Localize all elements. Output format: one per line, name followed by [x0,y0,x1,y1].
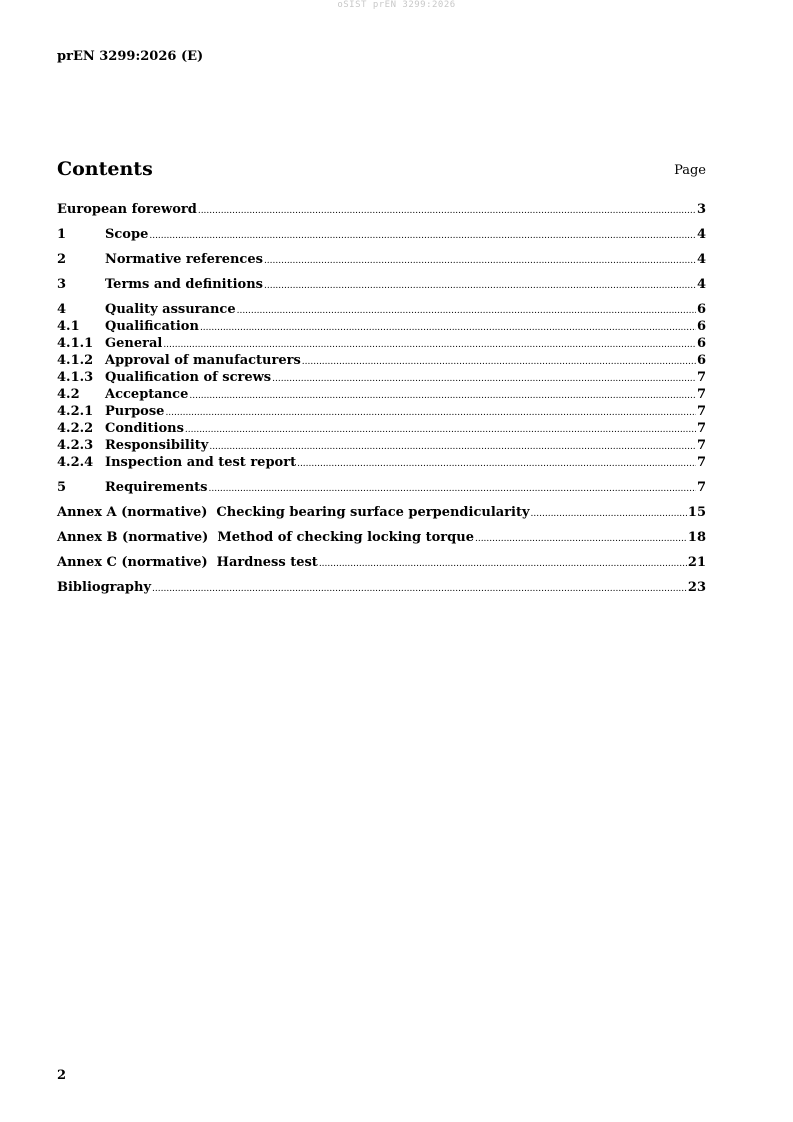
toc-entry[interactable] [57,554,706,571]
toc-entry-page: 7 [696,455,706,470]
toc-entry-title: Approval of manufacturers [105,353,301,368]
toc-entry-number: 4.2 [57,387,80,402]
toc-entry-page: 23 [687,580,706,595]
toc-entry-number: 4.1.3 [57,370,94,385]
toc-leader-dots [272,371,696,388]
toc-entry-page: 7 [696,480,706,495]
toc-entry-title: Requirements [105,480,208,495]
toc-leader-dots [297,456,696,473]
toc-entry[interactable] [57,454,706,471]
toc-leader-dots [302,354,696,371]
toc-entry-number: 4 [57,302,67,317]
toc-leader-dots [185,422,696,439]
toc-entry-title: Acceptance [105,387,189,402]
toc-entry[interactable] [57,479,706,496]
toc-entry-page: 7 [696,387,706,402]
toc-entry-page: 6 [696,336,706,351]
toc-entry[interactable] [57,579,706,596]
toc-entry-number: 4.1.2 [57,353,94,368]
watermark: oSIST prEN 3299:2026 [337,0,456,10]
toc-entry-title: Annex C (normative) Hardness test [57,555,318,570]
toc-entry-page: 15 [687,505,706,520]
toc-entry-page: 6 [696,319,706,334]
toc-entry-title: European foreword [57,202,197,217]
toc-entry-page: 4 [696,227,706,242]
toc-leader-dots [264,253,696,270]
toc-entry[interactable] [57,529,706,546]
toc-entry-title: Annex B (normative) Method of checking locking torque [57,530,474,545]
toc-entry-title: Annex A (normative) Checking bearing surface perpendicularity [57,505,530,520]
toc-entry-title: Qualification of screws [105,370,272,385]
toc-entry[interactable] [57,504,706,521]
toc-entry-title: Scope [105,227,149,242]
toc-entry-number: 4.2.3 [57,438,94,453]
toc-entry-title: Inspection and test report [105,455,297,470]
toc-entry-title: Responsibility [105,438,209,453]
toc-entry-page: 7 [696,421,706,436]
toc-entry[interactable] [57,420,706,437]
toc-entry[interactable] [57,276,706,293]
toc-entry-number: 4.2.2 [57,421,94,436]
toc-entry-title: Quality assurance [105,302,236,317]
toc-leader-dots [531,506,687,523]
toc-leader-dots [264,278,696,295]
toc-entry[interactable] [57,369,706,386]
page-number: 2 [57,1068,67,1083]
toc-entry-number: 5 [57,480,67,495]
contents-heading: Contents [57,158,153,180]
toc-entry[interactable] [57,403,706,420]
toc-entry-title: Conditions [105,421,184,436]
toc-leader-dots [319,556,687,573]
toc-entry-title: General [105,336,163,351]
toc-entry-page: 7 [696,438,706,453]
toc-entry-page: 18 [687,530,706,545]
toc-entry-number: 3 [57,277,67,292]
page-column-label: Page [674,163,706,178]
toc-entry[interactable] [57,251,706,268]
toc-leader-dots [200,320,696,337]
toc-entry-number: 4.2.4 [57,455,94,470]
toc-entry-page: 4 [696,277,706,292]
toc-entry-number: 4.1 [57,319,80,334]
toc-leader-dots [152,581,687,598]
toc-entry-page: 7 [696,404,706,419]
toc-leader-dots [237,303,696,320]
toc-entry[interactable] [57,318,706,335]
toc-entry-page: 3 [696,202,706,217]
toc-entry-title: Qualification [105,319,199,334]
toc-entry-number: 1 [57,227,67,242]
toc-entry[interactable] [57,352,706,369]
toc-entry-title: Normative references [105,252,263,267]
toc-entry-page: 6 [696,353,706,368]
toc-entry-title: Terms and definitions [105,277,263,292]
toc-entry-number: 4.1.1 [57,336,94,351]
toc-leader-dots [198,203,696,220]
toc-leader-dots [149,228,696,245]
toc-entry[interactable] [57,437,706,454]
toc-entry-page: 21 [687,555,706,570]
document-id: prEN 3299:2026 (E) [57,49,204,64]
toc-entry-page: 4 [696,252,706,267]
table-of-contents [57,201,706,596]
toc-entry[interactable] [57,301,706,318]
toc-entry[interactable] [57,226,706,243]
toc-entry-number: 2 [57,252,67,267]
toc-entry-title: Bibliography [57,580,152,595]
toc-entry[interactable] [57,201,706,218]
toc-entry-title: Purpose [105,404,165,419]
toc-entry[interactable] [57,335,706,352]
toc-leader-dots [165,405,696,422]
toc-leader-dots [189,388,696,405]
toc-entry-number: 4.2.1 [57,404,94,419]
toc-entry-page: 6 [696,302,706,317]
toc-entry-page: 7 [696,370,706,385]
toc-entry[interactable] [57,386,706,403]
toc-leader-dots [475,531,687,548]
toc-leader-dots [208,481,695,498]
